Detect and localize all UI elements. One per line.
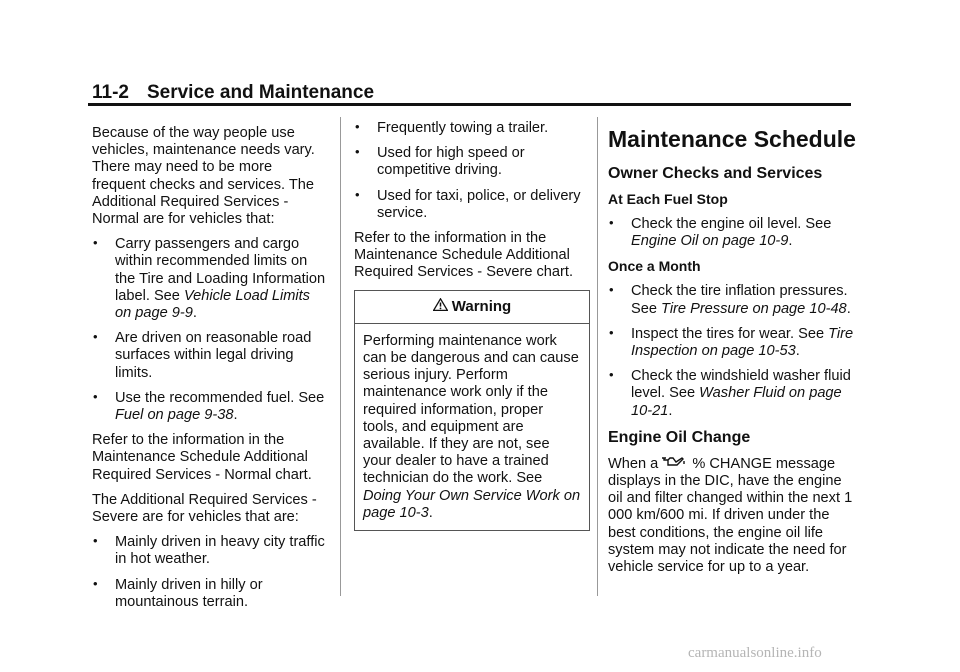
bullet-icon: • (355, 186, 360, 202)
column-3 (608, 126, 858, 584)
bullet-icon: • (93, 533, 98, 549)
list-item-text: Carry passengers and cargo within recommended limits on the Tire and Loading Information label. See (115, 236, 326, 304)
list-item (354, 188, 590, 222)
once-a-month-heading: Once a Month (608, 258, 701, 275)
refer-severe-paragraph: Refer to the information in the Maintenance Schedule Additional Required Services - Severe chart. (354, 230, 573, 281)
cross-reference-link[interactable]: Engine Oil on page 10-9 (631, 233, 789, 250)
oil-change-body: displays in the DIC, have the engine oil and filter changed within the next 1 000 km/600 mi. If driven under the best conditions, the engine oil life system may not indicate the need for vehicle service for up to a year. (608, 473, 853, 576)
bullet-icon: • (93, 575, 98, 591)
oil-change-post: % CHANGE message (688, 455, 836, 472)
intro-paragraph: Because of the way people use vehicles, maintenance needs vary. There may need to be more frequent checks and services. The Additional Required Services - Normal are for vehicles that: (92, 125, 315, 228)
list-item (608, 283, 858, 317)
warning-title-text: Warning (451, 297, 512, 315)
monthly-list (608, 283, 858, 419)
severe-conditions-list-cont (354, 120, 590, 222)
list-item-text: Mainly driven in hilly or mountainous terrain. (115, 576, 263, 610)
cross-reference-link[interactable]: Tire Inspection on page 10-53 (631, 325, 854, 360)
owner-checks-heading: Owner Checks and Services (608, 165, 823, 182)
list-item (354, 120, 590, 137)
refer-normal-paragraph: Refer to the information in the Maintenance Schedule Additional Required Services - Normal chart. (92, 432, 312, 483)
fuel-stop-list (608, 216, 858, 250)
list-item-end: . (846, 300, 851, 317)
list-item-end: . (795, 343, 800, 360)
bullet-icon: • (355, 144, 360, 160)
cross-reference-link[interactable]: Tire Pressure on page 10-48 (661, 300, 847, 317)
header-rule (88, 103, 851, 106)
warning-icon (433, 298, 448, 315)
list-item-text: Frequently towing a trailer. (377, 120, 549, 136)
cross-reference-link[interactable]: Vehicle Load Limits on page 9-9 (115, 287, 310, 322)
cross-reference-link[interactable]: Fuel on page 9-38 (115, 407, 234, 424)
list-item-text: Check the tire inflation pressures. See (631, 283, 848, 317)
bullet-icon: • (609, 324, 614, 340)
list-item-text: Use the recommended fuel. See (115, 389, 325, 406)
list-item-text: Check the engine oil level. See (631, 216, 832, 232)
list-item (92, 236, 328, 322)
oil-change-paragraph (608, 455, 858, 576)
list-item-end: . (192, 305, 197, 322)
warning-title (355, 291, 589, 324)
warning-body (355, 324, 589, 530)
list-item-end: . (788, 233, 793, 250)
bullet-icon: • (93, 388, 98, 404)
list-item-text: Check the windshield washer fluid level. See (631, 368, 851, 402)
watermark: carmanualsonline.info (688, 645, 822, 661)
list-item-end: . (668, 402, 673, 419)
column-1 (92, 125, 328, 619)
page-number: 11-2 (92, 82, 129, 103)
normal-conditions-list (92, 236, 328, 424)
warning-text: Performing maintenance work can be dangerous and can cause serious injury. Perform maintenance work only if the required information, proper tools, and equipment are available. If they are not, see your dealer to have a trained technician do the work. See (363, 332, 579, 487)
oil-change-pre: When a (608, 455, 659, 472)
column-divider-2 (597, 117, 598, 596)
page-header (92, 82, 374, 104)
list-item-text: Are driven on reasonable road surfaces within legal driving limits. (115, 330, 312, 381)
cross-reference-link[interactable]: Doing Your Own Service Work on page 10-3 (363, 487, 581, 521)
bullet-icon: • (609, 282, 614, 298)
list-item (92, 534, 328, 568)
bullet-icon: • (93, 329, 98, 345)
fuel-stop-heading: At Each Fuel Stop (608, 191, 728, 207)
severe-conditions-list (92, 534, 328, 611)
list-item (92, 577, 328, 611)
bullet-icon: • (609, 215, 614, 230)
bullet-icon: • (609, 367, 614, 383)
list-item (354, 145, 590, 179)
column-divider-1 (340, 117, 341, 596)
list-item-text: Used for high speed or competitive driving. (377, 145, 525, 179)
list-item (608, 216, 858, 250)
cross-reference-link[interactable]: Washer Fluid on page 10-21 (631, 385, 842, 419)
list-item-text: Used for taxi, police, or delivery service. (377, 187, 581, 221)
bullet-icon: • (355, 119, 360, 134)
list-item (92, 390, 328, 424)
list-item (608, 368, 858, 420)
list-item-text: Inspect the tires for wear. See (631, 325, 829, 342)
list-item-end: . (233, 407, 238, 424)
section-title: Service and Maintenance (146, 82, 375, 103)
warning-box (354, 290, 590, 531)
list-item (608, 326, 858, 360)
list-item-text: Mainly driven in heavy city traffic in hot weather. (115, 534, 325, 568)
oil-can-icon (660, 455, 686, 473)
severe-intro-paragraph: The Additional Required Services - Severe are for vehicles that are: (92, 491, 317, 526)
list-item (92, 330, 328, 382)
column-2 (354, 120, 590, 531)
bullet-icon: • (93, 235, 98, 251)
warning-end: . (428, 504, 433, 521)
engine-oil-change-heading: Engine Oil Change (608, 428, 751, 446)
maintenance-schedule-title: Maintenance Schedule (608, 126, 856, 152)
